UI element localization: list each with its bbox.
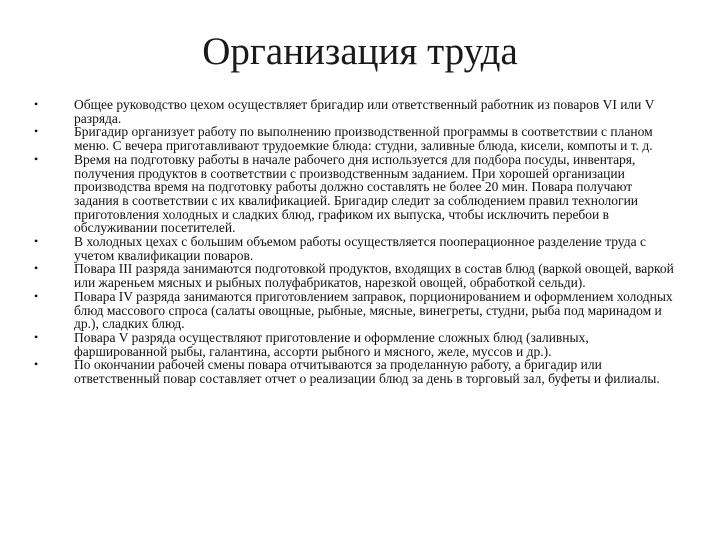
bullet-text: По окончании рабочей смены повара отчитываются за проделанную работу, а бригадир или ответственный повар составляет отчет о реализации блюд за день в торговый зал, буфеты и филиалы. [74, 357, 660, 387]
list-item [34, 125, 674, 152]
bullet-icon: • [34, 124, 39, 139]
list-item [34, 331, 674, 358]
bullet-icon: • [34, 357, 39, 372]
bullet-text: Повара V разряда осуществляют приготовление и оформление сложных блюд (заливных, фаршированной рыбы, галантина, ассорти рыбного и мясного, желе, муссов и др.). [74, 329, 589, 359]
bullet-text: В холодных цехах с большим объемом работы осуществляется пооперационное разделение труда с учетом квалификации поваров. [74, 234, 646, 263]
bullet-icon: • [34, 261, 39, 276]
list-item [34, 358, 674, 385]
bullet-list [34, 98, 674, 386]
bullet-text: Повара III разряда занимаются подготовкой продуктов, входящих в состав блюд (варкой овощей, варкой или жареньем мясных и рыбных полуфабрикатов, нарезкой овощей, обработкой сельди). [74, 261, 674, 291]
list-item [34, 262, 674, 289]
bullet-text: Бригадир организует работу по выполнению производственной программы в соответствии с планом меню. С вечера приготавливают трудоемкие блюда: студни, заливные блюда, кисели, компоты и т. д. [74, 124, 653, 154]
bullet-text: Повара IV разряда занимаются приготовлением заправок, порционированием и оформлением холодных блюд массового спроса (салаты овощные, рыбные, мясные, винегреты, студни, рыба под маринадом и др.), сладких блюд. [74, 288, 673, 332]
list-item [34, 235, 674, 262]
list-item [34, 98, 674, 125]
bullet-icon: • [34, 288, 39, 303]
bullet-text: Время на подготовку работы в начале рабочего дня используется для подбора посуды, инвентаря, получения продуктов в соответствии с производственным заданием. При хорошей организации производства время на подготовку работы должно составлять не более 20 мин. Повара получают задания в соответствии с их квалификацией. Бригадир следит за соблюдением правил технологии приготовления холодных и сладких блюд, графиком их выпуска, чтобы исключить перебои в обслуживании посетителей. [74, 151, 639, 236]
bullet-text: Общее руководство цехом осуществляет бригадир или ответственный работник из поваров VI или V разряда. [74, 97, 655, 126]
bullet-icon: • [34, 329, 39, 344]
bullet-icon: • [34, 234, 39, 249]
slide-title: Организация труда [202, 30, 518, 73]
list-item [34, 290, 674, 331]
bullet-icon: • [34, 151, 39, 166]
list-item [34, 153, 674, 235]
bullet-icon: • [34, 97, 39, 111]
